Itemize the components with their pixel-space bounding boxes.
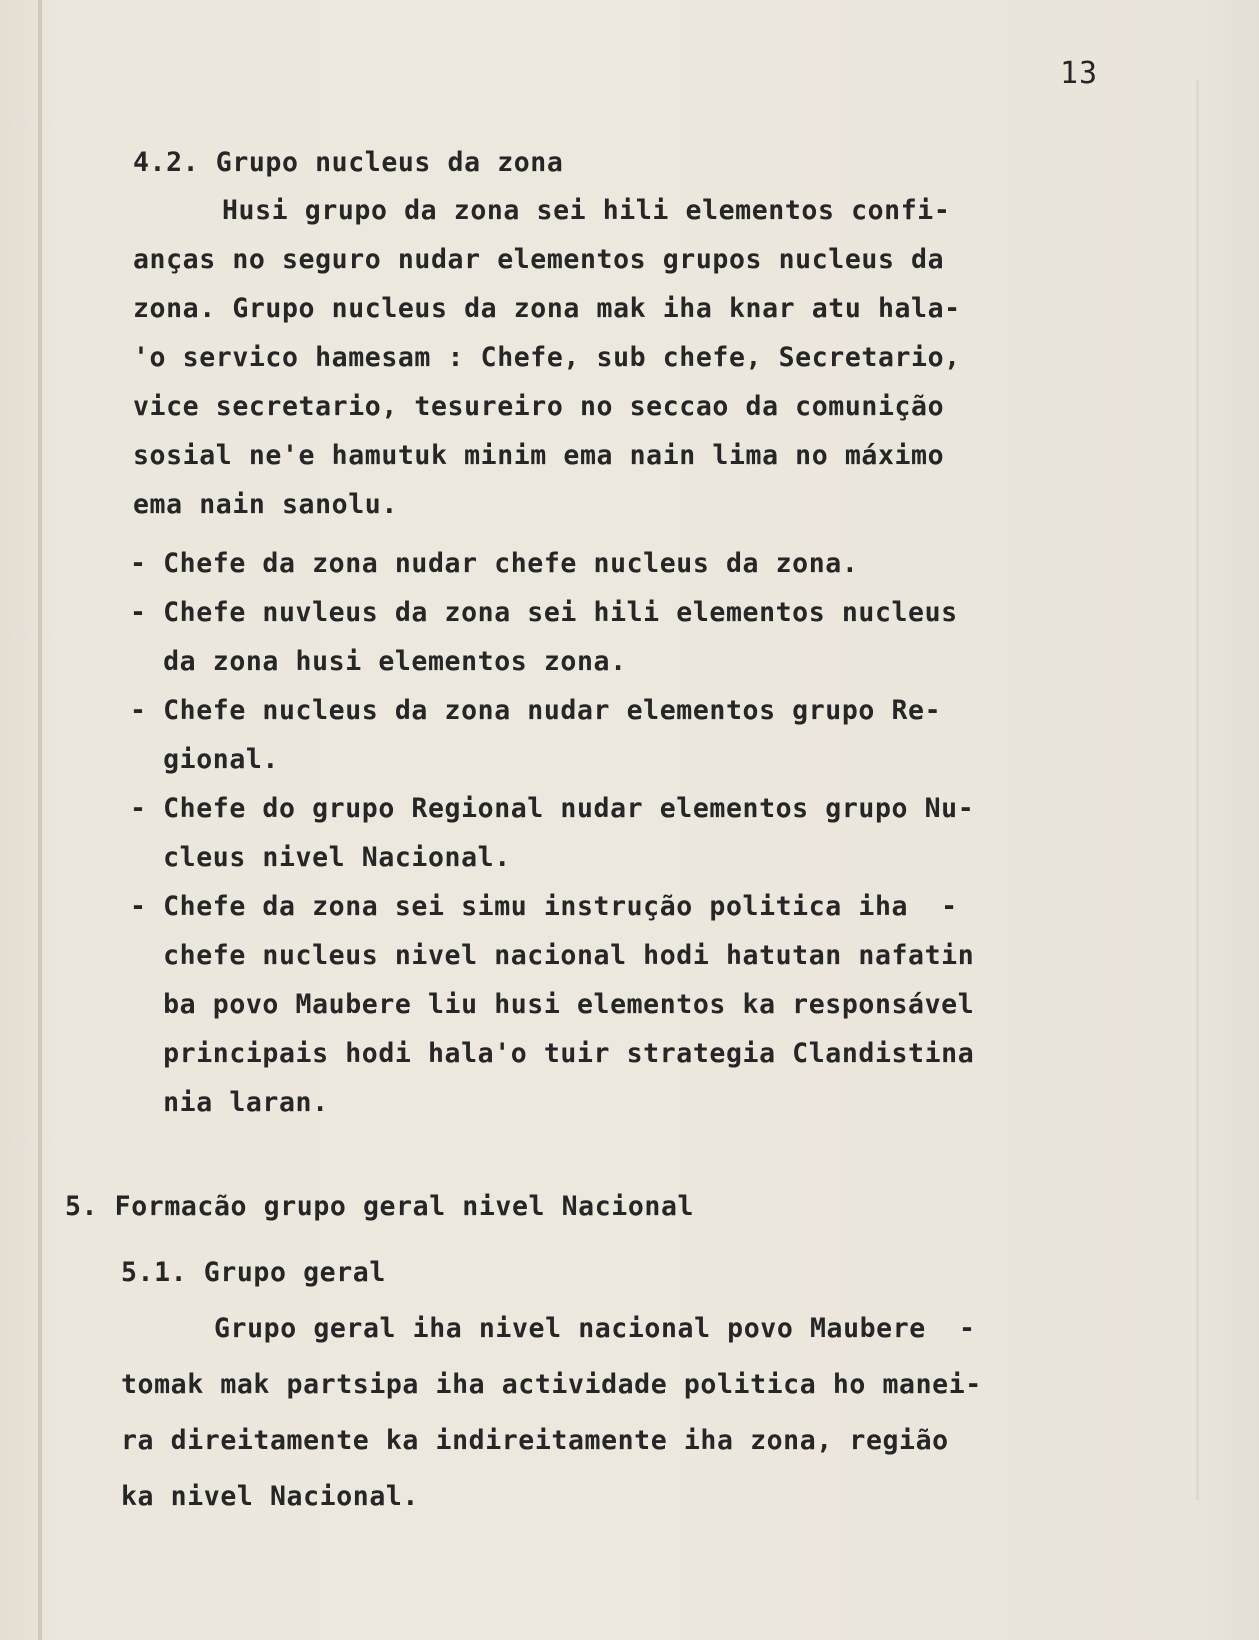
paragraph-line: vice secretario, tesureiro no seccao da comunição (133, 391, 945, 422)
page-binding-edge (38, 0, 42, 1640)
page-number: 13 (1060, 56, 1099, 91)
list-item: - Chefe nuvleus da zona sei hili elementos nucleus (130, 597, 958, 628)
list-item: - Chefe nucleus da zona nudar elementos grupo Re- (130, 695, 942, 726)
subsection-heading: 5.1. Grupo geral (121, 1257, 386, 1288)
list-item: ba povo Maubere liu husi elementos ka responsável (130, 989, 975, 1020)
list-item: - Chefe do grupo Regional nudar elementos grupo Nu- (130, 793, 975, 824)
paragraph-line: Husi grupo da zona sei hili elementos confi- (222, 195, 951, 226)
list-item: cleus nivel Nacional. (130, 842, 511, 873)
paragraph-line: 'o servico hamesam : Chefe, sub chefe, Secretario, (133, 342, 961, 373)
paragraph-line: ema nain sanolu. (133, 489, 398, 520)
paragraph-line: tomak mak partsipa iha actividade politica ho manei- (121, 1369, 982, 1400)
list-item: gional. (130, 744, 279, 775)
list-item: nia laran. (130, 1087, 329, 1118)
show-through-margin (1196, 80, 1199, 1500)
paragraph-line: ra direitamente ka indireitamente iha zona, região (121, 1425, 949, 1456)
list-item: chefe nucleus nivel nacional hodi hatutan nafatin (130, 940, 975, 971)
section-heading: 4.2. Grupo nucleus da zona (133, 147, 564, 178)
paragraph-line: ka nivel Nacional. (121, 1481, 419, 1512)
paragraph-line: sosial ne'e hamutuk minim ema nain lima no máximo (133, 440, 945, 471)
section-heading: 5. Formacão grupo geral nivel Nacional (65, 1191, 695, 1222)
list-item: - Chefe da zona nudar chefe nucleus da zona. (130, 548, 859, 579)
paragraph-line: Grupo geral iha nivel nacional povo Maubere - (214, 1313, 976, 1344)
paragraph-line: anças no seguro nudar elementos grupos nucleus da (133, 244, 945, 275)
paragraph-line: zona. Grupo nucleus da zona mak iha knar atu hala- (133, 293, 961, 324)
list-item: principais hodi hala'o tuir strategia Clandistina (130, 1038, 975, 1069)
list-item: - Chefe da zona sei simu instrução politica iha - (130, 891, 958, 922)
list-item: da zona husi elementos zona. (130, 646, 627, 677)
